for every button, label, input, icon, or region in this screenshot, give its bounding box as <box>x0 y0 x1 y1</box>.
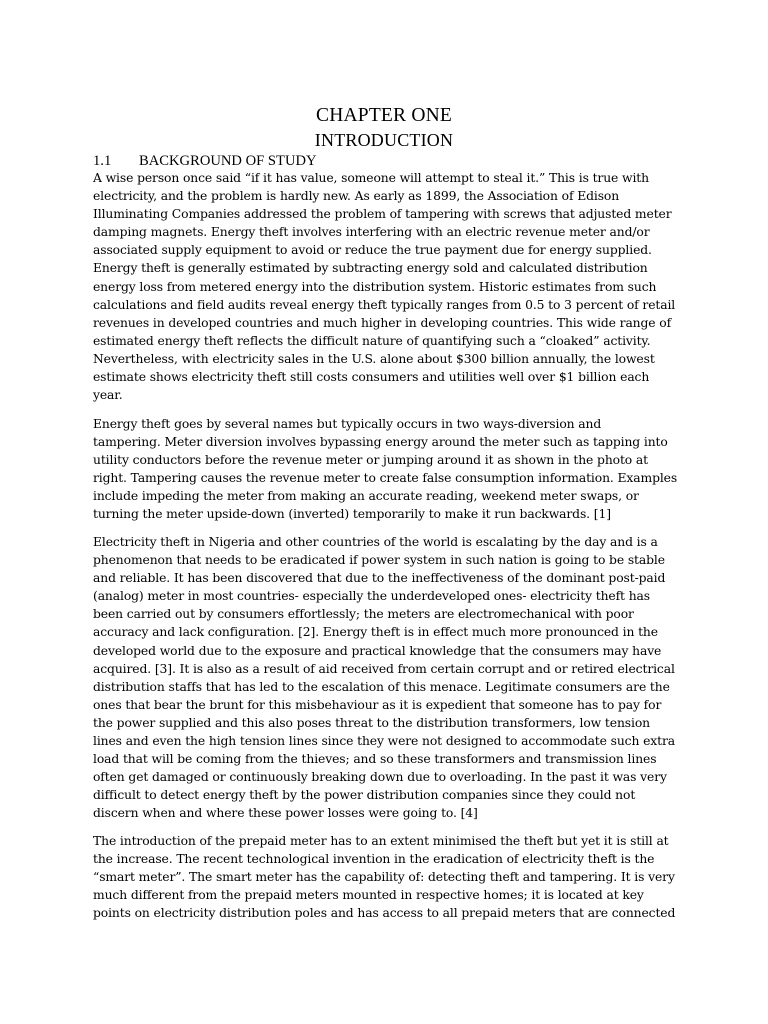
section-heading <box>93 152 317 170</box>
paragraph-1 <box>93 169 679 404</box>
paragraph-line: developed world due to the exposure and practical knowledge that the consumers may have <box>93 643 662 658</box>
paragraph-line: the power supplied and this also poses threat to the distribution transformers, low tension <box>93 715 650 730</box>
paragraph-line: damping magnets. Energy theft involves interfering with an electric revenue meter and/or <box>93 225 650 240</box>
chapter-subtitle: INTRODUCTION <box>314 130 454 150</box>
paragraph-line: include impeding the meter from making an accurate reading, weekend meter swaps, or <box>93 489 639 504</box>
paragraph-line: revenues in developed countries and much higher in developing countries. This wide range of <box>93 315 672 330</box>
paragraph-line: Energy theft is generally estimated by subtracting energy sold and calculated distribution <box>93 261 648 276</box>
paragraph-line: difficult to detect energy theft by the power distribution companies since they could not <box>93 788 636 803</box>
paragraph-line: much different from the prepaid meters mounted in respective homes; it is located at key <box>93 888 644 903</box>
paragraph-line: the increase. The recent technological invention in the eradication of electricity theft is the <box>93 852 655 867</box>
paragraph-line: load that will be coming from the thieves; and so these transformers and transmission lines <box>93 752 657 767</box>
paragraph-line: discern when and where these power losses were going to. [4] <box>93 806 478 821</box>
paragraph-line: associated supply equipment to avoid or reduce the true payment due for energy supplied. <box>93 243 652 258</box>
paragraph-4 <box>93 832 679 922</box>
paragraph-line: lines and even the high tension lines since they were not designed to accommodate such extra <box>93 734 675 749</box>
paragraph-line: turning the meter upside-down (inverted) temporarily to make it run backwards. [1] <box>93 507 611 522</box>
paragraph-line: phenomenon that needs to be eradicated if power system in such nation is going to be stable <box>93 553 665 568</box>
paragraph-line: A wise person once said “if it has value, someone will attempt to steal it.” This is true with <box>93 171 649 185</box>
paragraph-line: and reliable. It has been discovered that due to the ineffectiveness of the dominant post-paid <box>93 571 666 586</box>
paragraph-line: Illuminating Companies addressed the problem of tampering with screws that adjusted meter <box>93 207 672 222</box>
paragraph-line: utility conductors before the revenue meter or jumping around it as shown in the photo at <box>93 453 648 468</box>
paragraph-line: right. Tampering causes the revenue meter to create false consumption information. Examples <box>93 471 678 486</box>
paragraph-line: (analog) meter in most countries- especially the underdeveloped ones- electricity theft has <box>93 589 650 604</box>
paragraph-line: “smart meter”. The smart meter has the capability of: detecting theft and tampering. It is very <box>93 870 675 885</box>
paragraph-2 <box>93 415 679 524</box>
paragraph-line: accuracy and lack configuration. [2]. Energy theft is in effect much more pronounced in the <box>93 625 658 640</box>
paragraph-line: calculations and field audits reveal energy theft typically ranges from 0.5 to 3 percent of retail <box>93 297 676 312</box>
paragraph-line: The introduction of the prepaid meter has to an extent minimised the theft but yet it is still at <box>93 834 669 848</box>
paragraph-line: Nevertheless, with electricity sales in the U.S. alone about $300 billion annually, the lowest <box>93 351 655 366</box>
section-number: 1.1 <box>93 153 112 169</box>
paragraph-line: points on electricity distribution poles and has access to all prepaid meters that are connected <box>93 906 676 921</box>
paragraph-line: ones that bear the brunt for this misbehaviour as it is expedient that someone has to pay for <box>93 697 662 712</box>
paragraph-line: Energy theft goes by several names but typically occurs in two ways-diversion and <box>93 417 602 431</box>
paragraph-line: energy loss from metered energy into the distribution system. Historic estimates from such <box>93 279 657 294</box>
paragraph-line: estimated energy theft reflects the difficult nature of quantifying such a “cloaked” activity. <box>93 333 651 348</box>
paragraph-line: distribution staffs that has led to the escalation of this menace. Legitimate consumers are the <box>93 679 670 694</box>
chapter-title: CHAPTER ONE <box>316 105 452 126</box>
section-title: BACKGROUND OF STUDY <box>139 153 317 169</box>
paragraph-line: estimate shows electricity theft still costs consumers and utilities well over $1 billion each <box>93 370 650 385</box>
paragraph-line: been carried out by consumers effortlessly; the meters are electromechanical with poor <box>93 607 634 622</box>
paragraph-line: electricity, and the problem is hardly new. As early as 1899, the Association of Edison <box>93 189 620 204</box>
paragraph-line: acquired. [3]. It is also as a result of aid received from certain corrupt and or retired electrical <box>93 661 675 676</box>
paragraph-line: year. <box>93 388 123 403</box>
paragraph-3 <box>93 533 679 823</box>
paragraph-line: Electricity theft in Nigeria and other countries of the world is escalating by the day and is a <box>93 535 658 549</box>
paragraph-line: often get damaged or continuously breaking down due to overloading. In the past it was very <box>93 770 667 785</box>
paragraph-line: tampering. Meter diversion involves bypassing energy around the meter such as tapping into <box>93 435 668 450</box>
